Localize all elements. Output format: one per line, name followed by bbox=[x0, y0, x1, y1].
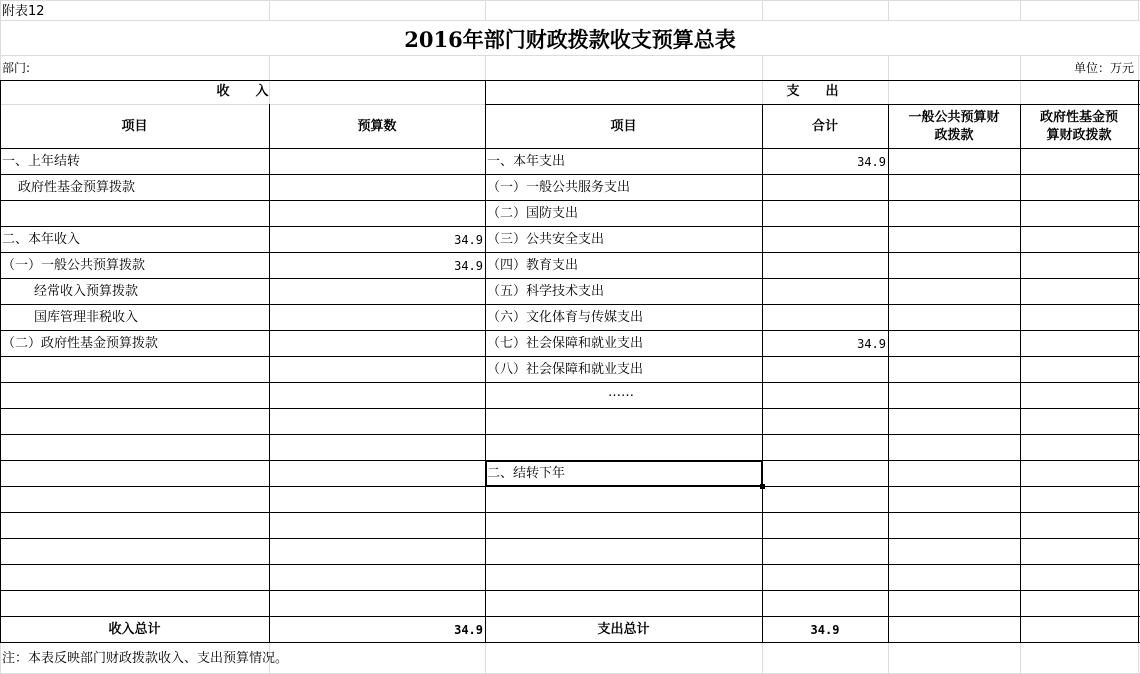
expense-row-ellipsis: …… bbox=[608, 385, 634, 400]
income-total-value: 34.9 bbox=[454, 623, 483, 637]
income-row-label: 国库管理非税收入 bbox=[34, 310, 139, 325]
table-border-horizontal bbox=[0, 174, 1140, 175]
expense-section-header: 支 出 bbox=[786, 84, 839, 99]
table-border-vertical bbox=[1138, 80, 1139, 642]
appendix-label: 附表12 bbox=[2, 4, 45, 19]
unit-label: 单位：万元 bbox=[1073, 61, 1134, 75]
expense-row-label: （八）社会保障和就业支出 bbox=[487, 362, 644, 377]
table-border-horizontal bbox=[0, 330, 1140, 331]
table-border-horizontal bbox=[0, 226, 1140, 227]
income-row-label: 二、本年收入 bbox=[2, 232, 81, 247]
table-border-horizontal bbox=[0, 148, 1140, 149]
expense-row-total: 34.9 bbox=[857, 337, 886, 351]
column-header-general-budget-line1: 一般公共预算财 bbox=[908, 110, 1000, 125]
expense-row-label: （三）公共安全支出 bbox=[487, 232, 605, 247]
table-border-horizontal bbox=[0, 304, 1140, 305]
table-border-horizontal bbox=[485, 104, 1140, 105]
expense-row-label: 一、本年支出 bbox=[487, 154, 566, 169]
page-title: 2016年部门财政拨款收支预算总表 bbox=[404, 27, 736, 52]
footnote: 注：本表反映部门财政拨款收入、支出预算情况。 bbox=[2, 651, 289, 666]
income-row-label: （二）政府性基金预算拨款 bbox=[2, 336, 159, 351]
grid-line-horizontal bbox=[0, 55, 1140, 56]
table-border-horizontal bbox=[0, 252, 1140, 253]
expense-row-label: （七）社会保障和就业支出 bbox=[487, 336, 644, 351]
expense-row-label: （五）科学技术支出 bbox=[487, 284, 605, 299]
table-border-horizontal bbox=[0, 616, 1140, 617]
table-border-horizontal bbox=[0, 382, 1140, 383]
expense-row-label: （一）一般公共服务支出 bbox=[487, 180, 631, 195]
expense-total-label: 支出总计 bbox=[597, 622, 650, 637]
income-row-label: 一、上年结转 bbox=[2, 154, 81, 169]
expense-total-value: 34.9 bbox=[810, 623, 840, 637]
income-row-label: （一）一般公共预算拨款 bbox=[2, 258, 146, 273]
income-section-header: 收 入 bbox=[216, 84, 269, 99]
table-border-horizontal bbox=[0, 564, 1140, 565]
expense-row-label: （六）文化体育与传媒支出 bbox=[487, 310, 644, 325]
table-border-vertical bbox=[762, 104, 763, 642]
income-row-value: 34.9 bbox=[454, 233, 483, 247]
table-border-horizontal bbox=[0, 408, 1140, 409]
column-header-fund-budget-line1: 政府性基金预 bbox=[1039, 110, 1118, 125]
column-header-budget: 预算数 bbox=[357, 119, 397, 134]
table-border-horizontal bbox=[0, 80, 1140, 81]
table-border-horizontal bbox=[0, 538, 1140, 539]
column-header-total: 合计 bbox=[811, 119, 838, 134]
column-header-fund-budget-line2: 算财政拨款 bbox=[1046, 128, 1112, 143]
table-border-horizontal bbox=[0, 356, 1140, 357]
expense-row-label: （四）教育支出 bbox=[487, 258, 579, 273]
fill-handle[interactable] bbox=[760, 484, 765, 489]
grid-line-horizontal bbox=[0, 0, 1140, 1]
income-row-value: 34.9 bbox=[454, 259, 483, 273]
table-border-vertical bbox=[0, 80, 1, 642]
table-border-vertical bbox=[888, 104, 889, 642]
column-header-general-budget-line2: 政拨款 bbox=[934, 128, 974, 143]
table-border-vertical bbox=[269, 104, 270, 642]
carry-over-label: 二、结转下年 bbox=[487, 466, 566, 481]
expense-row-label: （二）国防支出 bbox=[487, 206, 579, 221]
table-border-horizontal bbox=[0, 642, 1140, 643]
table-border-vertical bbox=[1020, 104, 1021, 642]
column-header-item-expense: 项目 bbox=[610, 119, 637, 134]
table-border-horizontal bbox=[0, 590, 1140, 591]
table-border-horizontal bbox=[0, 434, 1140, 435]
department-label: 部门: bbox=[2, 61, 31, 75]
column-header-item: 项目 bbox=[121, 119, 148, 134]
table-border-horizontal bbox=[0, 200, 1140, 201]
income-row-label: 政府性基金预算拨款 bbox=[18, 180, 136, 195]
income-total-label: 收入总计 bbox=[108, 622, 161, 637]
table-border-horizontal bbox=[0, 512, 1140, 513]
table-border-horizontal bbox=[0, 278, 1140, 279]
table-border-vertical bbox=[485, 80, 486, 642]
income-row-label: 经常收入预算拨款 bbox=[34, 284, 139, 299]
expense-row-total: 34.9 bbox=[857, 155, 886, 169]
